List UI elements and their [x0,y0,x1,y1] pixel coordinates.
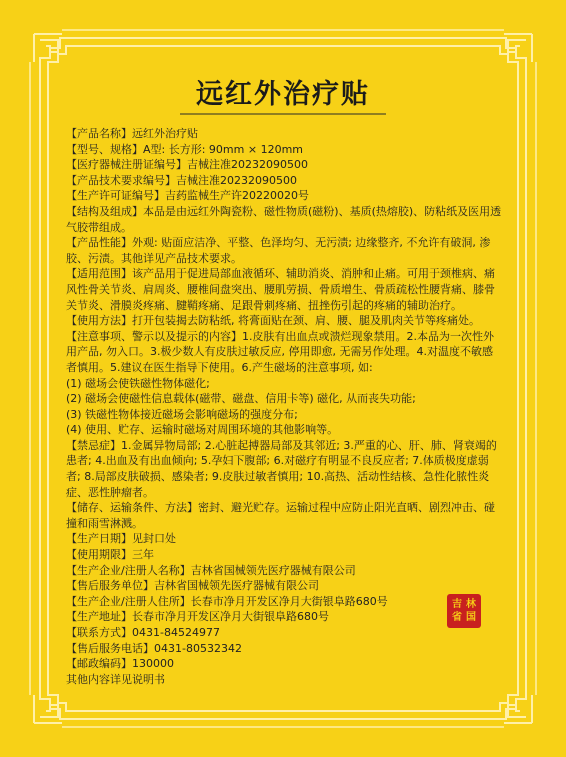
footer-note: 其他内容详见说明书 [66,672,165,686]
field-manufacturer: 【生产企业/注册人名称】吉林省国械领先医疗器械有限公司 [66,563,356,577]
field-precautions: 【注意事项、警示以及提示的内容】1.皮肤有出血点或溃烂现象禁用。2.本品为一次性外用产品, 勿入口。3.极少数人有皮肤过敏反应, 停用即愈, 无需另作处理。4.对温度不敏感者慎用。5.建议在医生指导下使用。6.产生磁场的注意事项, 如: [66,329,494,374]
label-content [66,126,502,687]
field-registrant-address: 【生产企业/注册人住所】长春市净月开发区净月大街银阜路680号 [66,594,388,608]
field-service-unit: 【售后服务单位】吉林省国械领先医疗器械有限公司 [66,579,319,593]
company-seal: 吉 林 省 国 [447,594,481,628]
field-model-spec: 【型号、规格】A型: 长方形: 90mm × 120mm [66,142,303,156]
magnet-note: (3) 铁磁性物体接近磁场会影响磁场的强度分布; [66,407,298,421]
field-production-license: 【生产许可证编号】吉药监械生产许20220020号 [66,189,309,203]
field-scope: 【适用范围】该产品用于促进局部血液循环、辅助消炎、消肿和止痛。可用于颈椎病、痛风性骨关节炎、肩周炎、腰椎间盘突出、腰肌劳损、骨质增生、骨质疏松性腰背痛、膝骨关节炎、滑膜炎疼痛、腱鞘疼痛、足跟骨刺疼痛、扭挫伤引起的疼痛的辅助治疗。 [66,267,495,312]
field-structure: 【结构及组成】本品是由远红外陶瓷粉、磁性物质(磁粉)、基质(热熔胶)、防粘纸及医用透气胶带组成。 [66,204,502,234]
magnet-note: (1) 磁场会使铁磁性物体磁化; [66,376,210,390]
magnet-note: (2) 磁场会使磁性信息载体(磁带、磁盘、信用卡等) 磁化, 从而丧失功能; [66,392,416,406]
field-registration-no: 【医疗器械注册证编号】吉械注准20232090500 [66,158,308,172]
field-contact: 【联系方式】0431-84524977 [66,626,220,639]
field-production-address: 【生产地址】长春市净月开发区净月大街银阜路680号 [66,610,329,624]
field-postcode: 【邮政编码】130000 [66,657,174,671]
field-production-date: 【生产日期】见封口处 [66,532,176,546]
magnet-note: (4) 使用、贮存、运输时磁场对周围环境的其他影响等。 [66,423,339,437]
field-shelf-life: 【使用期限】三年 [66,548,154,562]
field-product-name: 【产品名称】远红外治疗贴 [66,127,198,140]
field-tech-requirement-no: 【产品技术要求编号】吉械注准20232090500 [66,173,297,187]
page-title: 远红外治疗贴 [196,79,370,110]
field-service-phone: 【售后服务电话】0431-80532342 [66,641,242,655]
field-usage: 【使用方法】打开包装揭去防粘纸, 将膏面贴在颈、肩、腰、腿及肌肉关节等疼痛处。 [66,314,480,328]
field-contraindications: 【禁忌症】1.金属异物局部; 2.心脏起搏器局部及其邻近; 3.严重的心、肝、肺、肾衰竭的患者; 4.出血及有出血倾向; 5.孕妇下腹部; 6.对磁疗有明显不良反应者; 7.体质极度虚弱者; 8.局部皮肤破损、感染者; 9.皮肤过敏者慎用; 10.高热、活动性结核、急性化脓性炎症、恶性肿瘤者。 [66,438,497,499]
field-performance: 【产品性能】外观: 贴面应洁净、平整、色泽均匀、无污渍; 边缘整齐, 不允许有破洞, 渗胶、污渍。其他详见产品技术要求。 [66,236,491,265]
field-storage: 【储存、运输条件、方法】密封、避光贮存。运输过程中应防止阳光直晒、剧烈冲击、碰撞和雨雪淋溅。 [66,501,495,530]
